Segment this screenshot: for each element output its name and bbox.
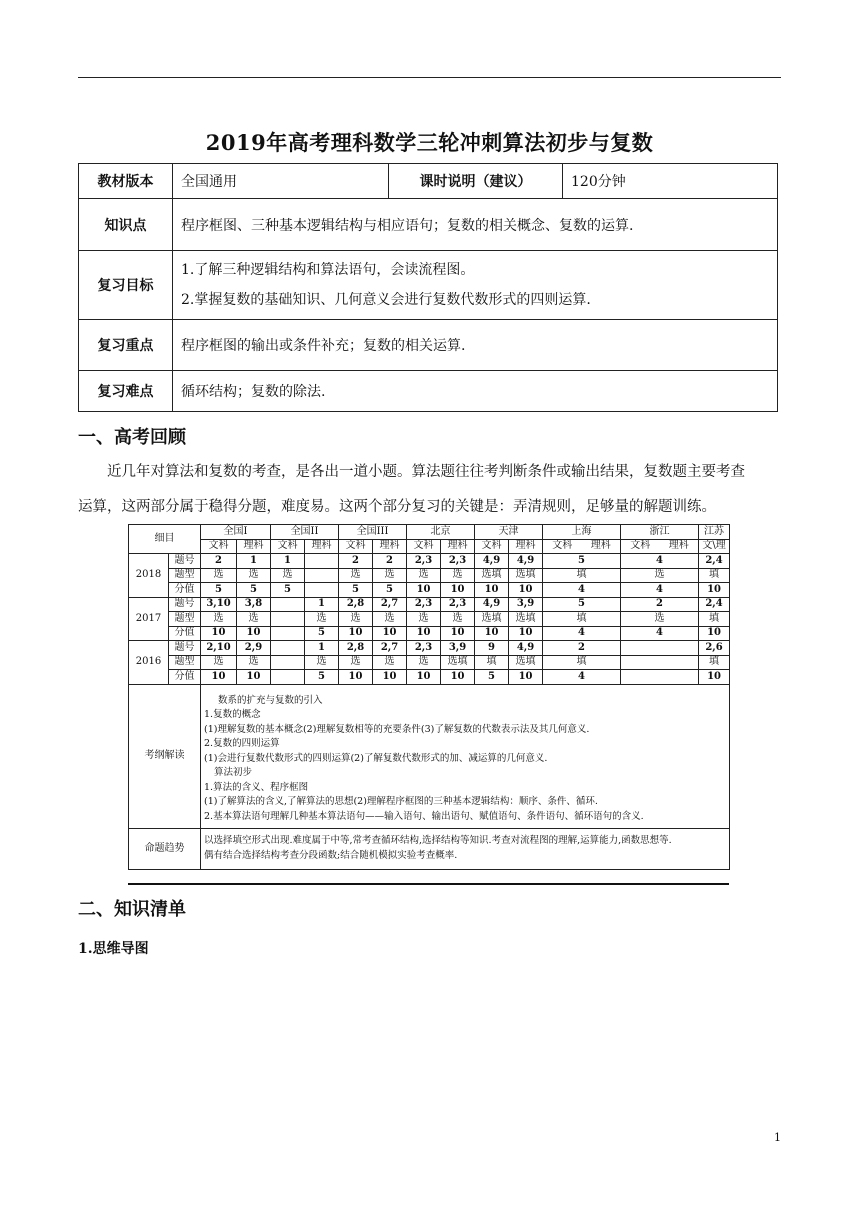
subject-header: [543, 539, 621, 554]
row-type-label: 题号: [169, 597, 201, 612]
lesson-info-table: [78, 163, 778, 412]
focus-value: 程序框图的输出或条件补充；复数的相关运算.: [173, 320, 778, 371]
stat-cell: 填: [543, 568, 621, 583]
stat-cell: 4: [543, 583, 621, 598]
subject-header: 文\理: [699, 539, 730, 554]
stat-cell: [305, 583, 339, 598]
table-row: [129, 641, 730, 656]
stat-cell: 10: [441, 583, 475, 598]
syllabus-label: 考纲解读: [129, 684, 201, 828]
stat-cell: 2: [339, 554, 373, 569]
subject-header: 理科: [441, 539, 475, 554]
stat-cell: 10: [407, 583, 441, 598]
stat-cell: 2,7: [373, 641, 407, 656]
syllabus-line: 2.复数的四则运算: [204, 738, 280, 749]
stat-cell: [621, 655, 699, 670]
subject-header: 理科: [509, 539, 543, 554]
stat-cell: 2: [373, 554, 407, 569]
syllabus-line: 数系的扩充与复数的引入: [218, 694, 323, 706]
stat-cell: 4: [543, 626, 621, 641]
stat-cell: 2: [621, 597, 699, 612]
stat-cell: 5: [543, 554, 621, 569]
subject-header: 文科: [201, 539, 237, 554]
stat-cell: 2,8: [339, 597, 373, 612]
focus-label: 复习重点: [79, 320, 173, 371]
review-paragraph: [78, 455, 783, 525]
hours-value: 120分钟: [563, 164, 778, 199]
hours-label: 课时说明（建议）: [389, 164, 563, 199]
document-title: 2019年高考理科数学三轮冲刺算法初步与复数: [205, 130, 654, 155]
stat-cell: 选填: [509, 568, 543, 583]
knowledge-label: 知识点: [79, 199, 173, 251]
stat-cell: [271, 655, 305, 670]
table-row: [129, 583, 730, 598]
goal-value: [173, 251, 778, 320]
stat-cell: 选: [237, 655, 271, 670]
stat-cell: 2,10: [201, 641, 237, 656]
stat-cell: 10: [509, 583, 543, 598]
stat-cell: 选填: [475, 612, 509, 627]
stat-cell: [271, 597, 305, 612]
subject-header: 理科: [237, 539, 271, 554]
subject-header: 文科: [475, 539, 509, 554]
table-bottom-rule: [128, 883, 729, 885]
row-type-label: 题型: [169, 655, 201, 670]
table-row: [129, 670, 730, 685]
stat-cell: 10: [201, 670, 237, 685]
table-row: [129, 655, 730, 670]
stat-cell: 选: [373, 612, 407, 627]
stat-cell: 选填: [509, 612, 543, 627]
stat-cell: 填: [543, 655, 621, 670]
difficulty-label: 复习难点: [79, 371, 173, 412]
stat-cell: 10: [373, 626, 407, 641]
paragraph-line: 运算，这两部分属于稳得分题，难度易。这两个部分复习的关键是：弄清规则，足够量的解题训练。: [78, 499, 716, 515]
stat-cell: 4,9: [509, 641, 543, 656]
stat-cell: 4,9: [475, 554, 509, 569]
stat-cell: 选: [373, 655, 407, 670]
row-type-label: 题型: [169, 612, 201, 627]
stat-cell: 选: [305, 655, 339, 670]
stat-cell: 2,9: [237, 641, 271, 656]
stat-cell: 10: [475, 626, 509, 641]
stat-cell: 10: [441, 670, 475, 685]
stat-cell: 填: [699, 612, 730, 627]
subject-header: 理科: [373, 539, 407, 554]
stat-cell: 选: [621, 612, 699, 627]
stat-cell: 5: [271, 583, 305, 598]
stat-cell: 选: [201, 612, 237, 627]
stat-cell: 9: [475, 641, 509, 656]
stat-cell: 选: [339, 655, 373, 670]
row-type-label: 题型: [169, 568, 201, 583]
stat-cell: 4: [621, 583, 699, 598]
subject-header: 文科: [552, 540, 573, 552]
difficulty-value: 循环结构；复数的除法.: [173, 371, 778, 412]
trend-label: 命题趋势: [129, 828, 201, 869]
trend-line: 偶有结合选择结构考查分段函数;结合随机模拟实验考查概率.: [204, 849, 458, 861]
stat-cell: 2,3: [407, 554, 441, 569]
stat-cell: 10: [373, 670, 407, 685]
region-header: 浙江: [621, 525, 699, 540]
stat-cell: 选填: [441, 655, 475, 670]
stat-cell: [271, 626, 305, 641]
stat-cell: 4,9: [475, 597, 509, 612]
syllabus-line: 1.复数的概念: [204, 709, 261, 720]
stat-cell: 2,7: [373, 597, 407, 612]
stat-cell: 2,4: [699, 554, 730, 569]
stat-cell: 1: [237, 554, 271, 569]
stat-cell: 4,9: [509, 554, 543, 569]
stat-cell: 4: [543, 670, 621, 685]
subject-header: 文科: [630, 540, 651, 552]
corner-header: 细目: [129, 525, 201, 554]
stat-cell: 填: [543, 612, 621, 627]
stat-cell: 5: [475, 670, 509, 685]
region-header: 北京: [407, 525, 475, 540]
stat-cell: 10: [699, 670, 730, 685]
stat-cell: 选: [441, 612, 475, 627]
stat-cell: 填: [475, 655, 509, 670]
region-header: 天津: [475, 525, 543, 540]
stat-cell: 选: [339, 568, 373, 583]
stat-cell: 2,3: [407, 597, 441, 612]
region-header: 江苏: [699, 525, 730, 540]
syllabus-line: (1)会进行复数代数形式的四则运算(2)了解复数代数形式的加、减运算的几何意义.: [204, 752, 548, 764]
stat-cell: 选: [201, 568, 237, 583]
stat-cell: 4: [621, 626, 699, 641]
subject-header: 理科: [668, 540, 689, 552]
trend-line: 以选择填空形式出现.难度属于中等,常考查循环结构,选择结构等知识.考查对流程图的理解,运算能力,函数思想等.: [204, 835, 672, 846]
syllabus-line: (1)了解算法的含义,了解算法的思想(2)理解程序框图的三种基本逻辑结构：顺序、条件、循环.: [204, 796, 598, 807]
section-heading: 二、知识清单: [78, 899, 186, 920]
stat-cell: [271, 641, 305, 656]
textbook-value: 全国通用: [173, 164, 389, 199]
row-type-label: 分值: [169, 626, 201, 641]
stat-cell: [305, 554, 339, 569]
textbook-label: 教材版本: [79, 164, 173, 199]
stat-cell: 5: [201, 583, 237, 598]
stat-cell: 2,3: [441, 554, 475, 569]
year-cell: 2017: [129, 597, 169, 641]
region-header: 全国I: [201, 525, 271, 540]
syllabus-line: 算法初步: [214, 767, 253, 778]
stat-cell: 2,3: [407, 641, 441, 656]
year-cell: 2016: [129, 641, 169, 685]
syllabus-line: 2.基本算法语句理解几种基本算法语句——输入语句、输出语句、赋值语句、条件语句、循环语句的含义.: [204, 810, 644, 822]
stat-cell: 填: [699, 655, 730, 670]
stat-cell: 1: [305, 597, 339, 612]
stat-cell: 选填: [475, 568, 509, 583]
row-type-label: 题号: [169, 641, 201, 656]
exam-statistics-table: [128, 524, 730, 870]
stat-cell: 10: [407, 670, 441, 685]
syllabus-content: [201, 684, 730, 828]
stat-cell: 2,4: [699, 597, 730, 612]
paragraph-line: 近几年对算法和复数的考查，是各出一道小题。算法题往往考判断条件或输出结果，复数题主要考查: [107, 464, 745, 480]
stat-cell: 2,8: [339, 641, 373, 656]
stat-cell: 选: [339, 612, 373, 627]
table-row: [129, 612, 730, 627]
stat-cell: 5: [373, 583, 407, 598]
goal-label: 复习目标: [79, 251, 173, 320]
stat-cell: 选填: [509, 655, 543, 670]
stat-cell: 10: [339, 626, 373, 641]
stat-cell: 选: [621, 568, 699, 583]
stat-cell: 选: [237, 612, 271, 627]
stat-cell: 选: [407, 568, 441, 583]
subject-header: 理科: [590, 540, 611, 552]
stat-cell: 5: [237, 583, 271, 598]
knowledge-value: 程序框图、三种基本逻辑结构与相应语句；复数的相关概念、复数的运算.: [173, 199, 778, 251]
subsection-heading: 1.思维导图: [78, 941, 149, 957]
stat-cell: 10: [509, 626, 543, 641]
stat-cell: 5: [339, 583, 373, 598]
year-cell: 2018: [129, 554, 169, 598]
goal-line: 2.掌握复数的基础知识、几何意义会进行复数代数形式的四则运算.: [181, 292, 591, 308]
stat-cell: [271, 670, 305, 685]
stat-cell: 5: [543, 597, 621, 612]
row-type-label: 分值: [169, 583, 201, 598]
subject-header: 文科: [407, 539, 441, 554]
syllabus-line: 1.算法的含义、程序框图: [204, 781, 309, 793]
stat-cell: 2,6: [699, 641, 730, 656]
table-row: [129, 554, 730, 569]
region-header: 全国II: [271, 525, 339, 540]
stat-cell: 4: [621, 554, 699, 569]
table-row: [129, 597, 730, 612]
region-header: 全国III: [339, 525, 407, 540]
stat-cell: 2: [201, 554, 237, 569]
row-type-label: 题号: [169, 554, 201, 569]
stat-cell: 3,9: [509, 597, 543, 612]
stat-cell: 2: [543, 641, 621, 656]
stat-cell: 选: [237, 568, 271, 583]
stat-cell: 选: [305, 612, 339, 627]
subject-header: [621, 539, 699, 554]
stat-cell: 填: [699, 568, 730, 583]
goal-line: 1.了解三种逻辑结构和算法语句，会读流程图。: [181, 262, 475, 278]
stat-cell: [621, 670, 699, 685]
table-row: [129, 626, 730, 641]
stat-cell: 10: [509, 670, 543, 685]
stat-cell: 10: [699, 583, 730, 598]
stat-cell: 选: [271, 568, 305, 583]
stat-cell: 10: [339, 670, 373, 685]
stat-cell: 1: [271, 554, 305, 569]
stat-cell: 10: [407, 626, 441, 641]
stat-cell: 选: [407, 612, 441, 627]
stat-cell: 选: [373, 568, 407, 583]
stat-cell: 3,9: [441, 641, 475, 656]
stat-cell: 1: [305, 641, 339, 656]
subject-header: 理科: [305, 539, 339, 554]
stat-cell: 10: [699, 626, 730, 641]
stat-cell: 10: [201, 626, 237, 641]
stat-cell: 3,8: [237, 597, 271, 612]
stat-cell: 选: [441, 568, 475, 583]
stat-cell: 10: [475, 583, 509, 598]
subject-header: 文科: [339, 539, 373, 554]
stat-cell: [271, 612, 305, 627]
section-heading: 一、高考回顾: [78, 427, 186, 448]
table-row: [129, 568, 730, 583]
stat-cell: 选: [407, 655, 441, 670]
trend-content: [201, 828, 730, 869]
stat-cell: 选: [201, 655, 237, 670]
stat-cell: 5: [305, 626, 339, 641]
stat-cell: 10: [237, 626, 271, 641]
syllabus-line: (1)理解复数的基本概念(2)理解复数相等的充要条件(3)了解复数的代数表示法及其几何意义.: [204, 723, 590, 735]
header-rule: [78, 77, 781, 78]
row-type-label: 分值: [169, 670, 201, 685]
stat-cell: 10: [441, 626, 475, 641]
page-number: 1: [774, 1131, 781, 1144]
stat-cell: 2,3: [441, 597, 475, 612]
region-header: 上海: [543, 525, 621, 540]
stat-cell: 10: [237, 670, 271, 685]
stat-cell: 3,10: [201, 597, 237, 612]
subject-header: 文科: [271, 539, 305, 554]
stat-cell: 5: [305, 670, 339, 685]
stat-cell: [305, 568, 339, 583]
stat-cell: [621, 641, 699, 656]
